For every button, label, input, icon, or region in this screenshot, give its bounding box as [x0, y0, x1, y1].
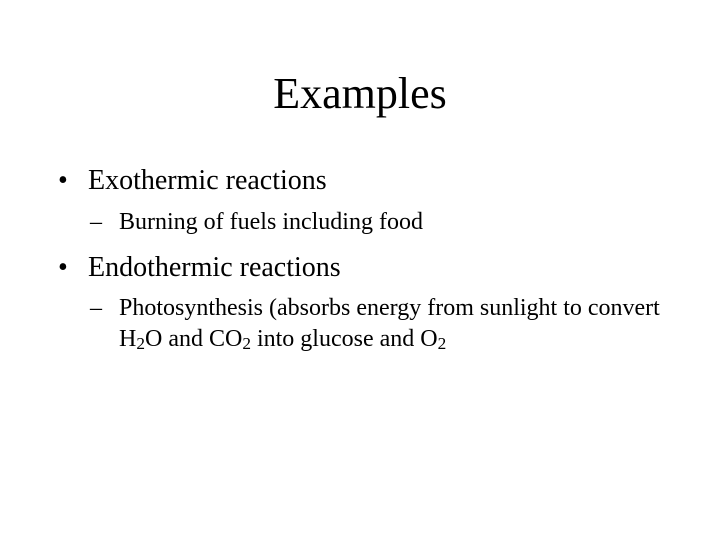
text-run: Photosynthesis (absorbs energy from sunlight to convert H: [119, 295, 660, 352]
bullet-marker: •: [58, 252, 68, 283]
bullet-marker: •: [58, 165, 68, 196]
sub-bullet-photosynthesis: [90, 293, 680, 355]
text-run: O and CO: [144, 326, 243, 352]
sub-bullet-text: [90, 293, 680, 355]
sub-bullet-marker: –: [90, 209, 102, 235]
subscript-2: 2: [437, 334, 447, 354]
text-run: into glucose and O: [250, 326, 438, 352]
bullet-text: Endothermic reactions: [88, 252, 341, 283]
subscript-2: 2: [242, 334, 251, 354]
bullet-exothermic: [58, 164, 327, 198]
subscript-2: 2: [136, 334, 145, 354]
sub-bullet-burning-fuels: [90, 207, 423, 238]
sub-bullet-text: Burning of fuels including food: [119, 209, 423, 235]
bullet-endothermic: [58, 251, 341, 285]
bullet-text: Exothermic reactions: [88, 165, 327, 196]
sub-bullet-marker: –: [90, 295, 102, 321]
slide-title: Examples: [273, 69, 447, 118]
